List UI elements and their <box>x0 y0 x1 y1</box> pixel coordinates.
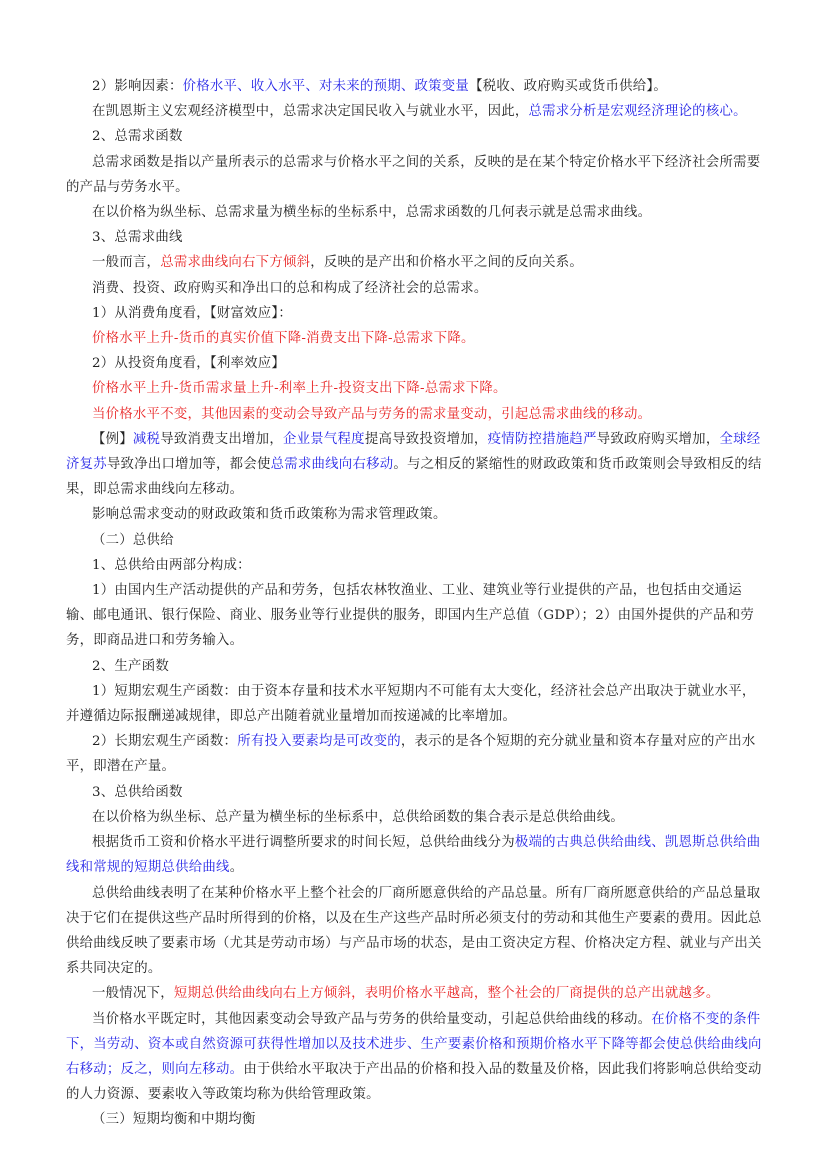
highlighted-text-blue: 全球经济复苏 <box>66 431 761 473</box>
paragraph-p19 <box>66 654 766 679</box>
paragraph-p25 <box>66 881 766 982</box>
text-run: 根据货币工资和价格水平进行调整所要求的时间长短，总供给曲线分为 <box>92 835 515 851</box>
text-run: 提高导致投资增加， <box>364 431 488 447</box>
paragraph-p5 <box>66 200 766 225</box>
document-page <box>66 74 766 1133</box>
highlighted-text-blue: 疫情防控措施趋严 <box>487 431 597 447</box>
text-run: 总供给曲线表明了在某种价格水平上整个社会的厂商所愿意供给的产品总量。所有厂商所愿意供给的产品总量取决于它们在提供这些产品时所得到的价格，以及在生产这些产品时所必须支付的劳动和其他生产要素的费用。因此总供给曲线反映了要素市场（尤其是劳动市场）与产品市场的状态，是由工资决定方程、价格决定方程、就业与产出关系共同决定的。 <box>66 885 762 977</box>
text-run: 2）长期宏观生产函数： <box>92 734 238 750</box>
text-run: 在以价格为纵坐标、总产量为横坐标的坐标系中，总供给函数的集合表示是总供给曲线。 <box>92 809 624 825</box>
text-run: 2、总需求函数 <box>92 129 183 145</box>
text-run: 2）影响因素： <box>92 79 183 94</box>
text-run: 一般情况下， <box>92 986 174 1002</box>
paragraph-p4 <box>66 150 766 200</box>
text-run: （三）短期均衡和中期均衡 <box>92 1112 256 1128</box>
text-run: ，反映的是产出和价格水平之间的反向关系。 <box>310 255 584 271</box>
text-run: 导致政府购买增加， <box>596 431 720 447</box>
text-run: 1）短期宏观生产函数：由于资本存量和技术水平短期内不可能有太大变化，经济社会总产出取决于就业水平，并遵循边际报酬递减规律，即总产出随着就业量增加而按递减的比率增加。 <box>66 683 756 725</box>
text-run: 2、生产函数 <box>92 658 169 674</box>
text-run: 1）由国内生产活动提供的产品和劳务，包括农林牧渔业、工业、建筑业等行业提供的产品，也包括由交通运输、邮电通讯、银行保险、商业、服务业等行业提供的服务，即国内生产总值（GDP）；2）由国外提供的产品和劳务，即商品进口和劳务输入。 <box>66 583 755 649</box>
paragraph-p24 <box>66 830 766 880</box>
highlighted-text-red: 总需求曲线向右下方倾斜 <box>160 255 311 271</box>
paragraph-p21 <box>66 729 766 779</box>
text-run: 影响总需求变动的财政政策和货币政策称为需求管理政策。 <box>92 507 447 523</box>
highlighted-text-blue: 总需求分析是宏观经济理论的核心。 <box>528 104 747 120</box>
text-run: （二）总供给 <box>92 532 174 548</box>
highlighted-text-blue: 价格水平、收入水平、对未来的预期、政策变量 <box>182 79 470 94</box>
highlighted-text-blue: 在价格不变的条件下，当劳动、资本或自然资源可获得性增加以及技术进步、生产要素价格和预期价格水平下降等都会使总供给曲线向右移动；反之，则向左移动。 <box>66 1011 762 1077</box>
paragraph-p17 <box>66 553 766 578</box>
paragraph-p9 <box>66 301 766 326</box>
text-run: 3、总需求曲线 <box>92 230 183 246</box>
highlighted-text-red: 价格水平上升-货币的真实价值下降-消费支出下降-总需求下降。 <box>92 331 475 347</box>
paragraph-p15 <box>66 502 766 527</box>
paragraph-p6 <box>66 225 766 250</box>
highlighted-text-red: 当价格水平不变，其他因素的变动会导致产品与劳务的需求量变动，引起总需求曲线的移动。 <box>92 406 652 422</box>
highlighted-text-red: 短期总供给曲线向右上方倾斜，表明价格水平越高，整个社会的厂商提供的总产出就越多。 <box>173 986 720 1002</box>
text-run: 导致消费支出增加， <box>160 431 283 447</box>
text-run: 1）从消费角度看，【财富效应】： <box>92 305 292 321</box>
text-run: 2）从投资角度看，【利率效应】 <box>92 356 286 372</box>
paragraph-p1 <box>66 74 766 99</box>
paragraph-p20 <box>66 679 766 729</box>
text-run: 。与之相反的紧缩性的财政政策和货币政策则会导致相反的结果，即总需求曲线向左移动。 <box>66 457 762 498</box>
highlighted-text-blue: 减税 <box>132 431 161 447</box>
text-run: 3、总供给函数 <box>92 784 183 800</box>
paragraph-p14 <box>66 427 766 503</box>
text-run: 。 <box>229 860 244 876</box>
text-run: 【税收、政府购买或货币供给】。 <box>469 79 667 94</box>
paragraph-p12 <box>66 376 766 401</box>
paragraph-p13 <box>66 402 766 427</box>
highlighted-text-blue: 企业景气程度 <box>282 431 365 447</box>
text-run: 消费、投资、政府购买和净出口的总和构成了经济社会的总需求。 <box>92 280 488 296</box>
text-run: 一般而言， <box>92 255 161 271</box>
text-run: 1、总供给由两部分构成： <box>92 557 251 573</box>
text-run: 当价格水平既定时，其他因素变动会导致产品与劳务的供给量变动，引起总供给曲线的移动。 <box>92 1011 652 1027</box>
paragraph-p11 <box>66 351 766 376</box>
highlighted-text-blue: 所有投入要素均是可改变的 <box>237 734 401 750</box>
highlighted-text-blue: 总需求曲线向右移动 <box>270 457 394 473</box>
paragraph-p22 <box>66 780 766 805</box>
paragraph-p28 <box>66 1107 766 1132</box>
text-run: 在以价格为纵坐标、总需求量为横坐标的坐标系中，总需求函数的几何表示就是总需求曲线。 <box>92 205 652 221</box>
text-run: 由于供给水平取决于产出品的价格和投入品的数量及价格，因此我们将影响总供给变动的人力资源、要素收入等政策均称为供给管理政策。 <box>66 1061 762 1103</box>
text-run: 在凯恩斯主义宏观经济模型中，总需求决定国民收入与就业水平，因此， <box>92 104 529 120</box>
paragraph-p3 <box>66 124 766 149</box>
paragraph-p10 <box>66 326 766 351</box>
paragraph-p2 <box>66 99 766 124</box>
highlighted-text-red: 价格水平上升-货币需求量上升-利率上升-投资支出下降-总需求下降。 <box>92 381 507 397</box>
paragraph-p18 <box>66 578 766 654</box>
paragraph-p27 <box>66 1007 766 1108</box>
text-run: 总需求函数是指以产量所表示的总需求与价格水平之间的关系，反映的是在某个特定价格水平下经济社会所需要的产品与劳务水平。 <box>66 154 761 195</box>
text-run: ，表示的是各个短期的充分就业量和资本存量对应的产出水平，即潜在产量。 <box>66 734 756 775</box>
text-run: 【例】 <box>92 431 133 447</box>
highlighted-text-blue: 极端的古典总供给曲线、凯恩斯总供给曲线和常规的短期总供给曲线 <box>66 835 761 876</box>
paragraph-p23 <box>66 805 766 830</box>
paragraph-p8 <box>66 276 766 301</box>
paragraph-p16 <box>66 528 766 553</box>
paragraph-p26 <box>66 981 766 1006</box>
text-run: 导致净出口增加等，都会使 <box>106 457 271 473</box>
paragraph-p7 <box>66 250 766 275</box>
